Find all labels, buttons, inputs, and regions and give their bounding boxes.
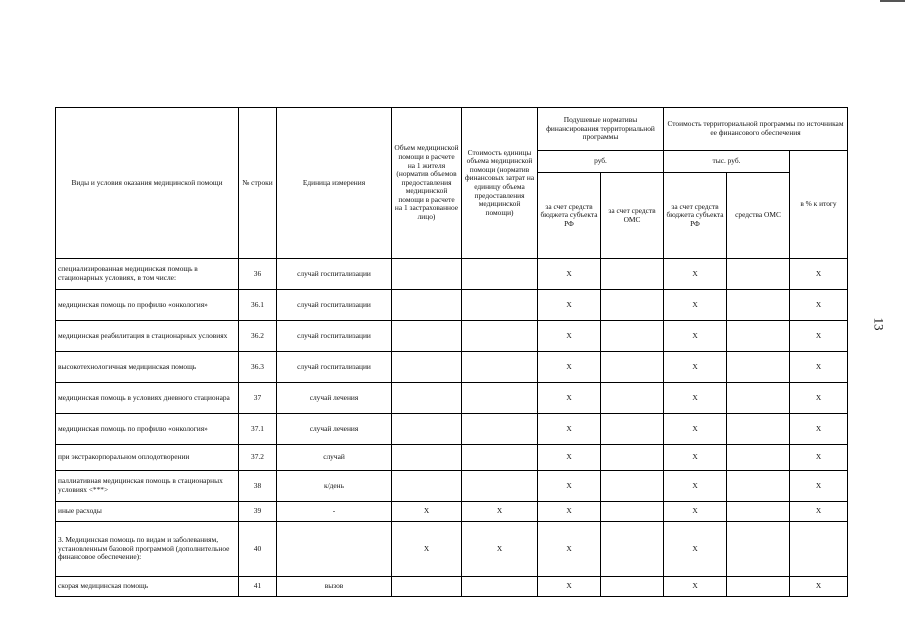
row-total-oms: [727, 290, 790, 321]
row-number: 36.3: [239, 352, 277, 383]
row-percent: [790, 522, 848, 577]
row-total-oms: [727, 445, 790, 471]
header-total-cost: Стоимость территориальной программы по источникам ее финансового обеспечения: [664, 108, 848, 151]
row-total-budget: X: [664, 352, 727, 383]
row-cost: [462, 577, 538, 597]
row-per-capita-budget: X: [538, 522, 601, 577]
row-cost: [462, 445, 538, 471]
row-total-budget: X: [664, 383, 727, 414]
header-row-no: № строки: [239, 108, 277, 259]
table-row: [56, 352, 848, 383]
row-unit: случай госпитализации: [277, 290, 392, 321]
row-percent: X: [790, 502, 848, 522]
row-per-capita-oms: [601, 352, 664, 383]
row-per-capita-oms: [601, 502, 664, 522]
row-unit: случай госпитализации: [277, 321, 392, 352]
row-total-oms: [727, 352, 790, 383]
row-total-budget: X: [664, 321, 727, 352]
table-row: [56, 502, 848, 522]
row-total-budget: X: [664, 522, 727, 577]
row-kind: медицинская реабилитация в стационарных условиях: [56, 321, 239, 352]
row-per-capita-oms: [601, 321, 664, 352]
row-cost: X: [462, 522, 538, 577]
row-percent: X: [790, 445, 848, 471]
row-number: 39: [239, 502, 277, 522]
row-total-oms: [727, 383, 790, 414]
row-total-budget: X: [664, 414, 727, 445]
row-volume: [392, 352, 462, 383]
row-total-budget: X: [664, 259, 727, 290]
row-total-budget: X: [664, 290, 727, 321]
row-per-capita-budget: X: [538, 352, 601, 383]
table-body: [56, 259, 848, 597]
row-kind: медицинская помощь по профилю «онкология»: [56, 414, 239, 445]
header-kinds: Виды и условия оказания медицинской помощи: [56, 108, 239, 259]
row-volume: [392, 577, 462, 597]
row-per-capita-budget: X: [538, 414, 601, 445]
table-row: [56, 522, 848, 577]
row-kind: паллиативная медицинская помощь в стационарных условиях <***>: [56, 471, 239, 502]
row-percent: X: [790, 352, 848, 383]
header-oms-total: средства ОМС: [727, 173, 790, 259]
table-row: [56, 577, 848, 597]
header-unit: Единица измерения: [277, 108, 392, 259]
row-number: 37: [239, 383, 277, 414]
corner-mark: [880, 0, 905, 2]
row-per-capita-budget: X: [538, 502, 601, 522]
row-number: 38: [239, 471, 277, 502]
row-unit: к/день: [277, 471, 392, 502]
header-thous-rub: тыс. руб.: [664, 151, 790, 173]
row-total-oms: [727, 522, 790, 577]
row-kind: высокотехнологичная медицинская помощь: [56, 352, 239, 383]
row-volume: [392, 414, 462, 445]
row-total-budget: X: [664, 445, 727, 471]
table-row: [56, 471, 848, 502]
row-volume: [392, 259, 462, 290]
row-kind: медицинская помощь по профилю «онкология»: [56, 290, 239, 321]
row-volume: [392, 383, 462, 414]
row-total-oms: [727, 414, 790, 445]
row-percent: X: [790, 290, 848, 321]
row-cost: [462, 471, 538, 502]
row-total-budget: X: [664, 471, 727, 502]
header-cost: Стоимость единицы объема медицинской помощи (норматив финансовых затрат на единицу объема предоставления медицинской помощи): [462, 108, 538, 259]
row-number: 41: [239, 577, 277, 597]
row-kind: медицинская помощь в условиях дневного стационара: [56, 383, 239, 414]
row-unit: случай лечения: [277, 383, 392, 414]
row-number: 37.1: [239, 414, 277, 445]
row-per-capita-budget: X: [538, 259, 601, 290]
row-cost: [462, 414, 538, 445]
row-per-capita-oms: [601, 414, 664, 445]
row-per-capita-oms: [601, 383, 664, 414]
header-per-capita: Подушевые нормативы финансирования территориальной программы: [538, 108, 664, 151]
row-unit: -: [277, 502, 392, 522]
row-percent: X: [790, 471, 848, 502]
header-volume: Объем медицинской помощи в расчете на 1 жителя (норматив объемов предоставления медицинской помощи в расчете на 1 застрахованное лицо): [392, 108, 462, 259]
header-budget-rf: за счет средств бюджета субъекта РФ: [538, 173, 601, 259]
row-cost: [462, 383, 538, 414]
row-per-capita-budget: X: [538, 321, 601, 352]
row-volume: [392, 290, 462, 321]
row-cost: [462, 259, 538, 290]
header-rub: руб.: [538, 151, 664, 173]
table-row: [56, 259, 848, 290]
financing-table: [55, 107, 848, 597]
header-budget-rf-total: за счет средств бюджета субъекта РФ: [664, 173, 727, 259]
row-cost: [462, 290, 538, 321]
row-unit: вызов: [277, 577, 392, 597]
row-per-capita-oms: [601, 471, 664, 502]
table-row: [56, 445, 848, 471]
row-total-budget: X: [664, 577, 727, 597]
row-per-capita-oms: [601, 522, 664, 577]
row-per-capita-oms: [601, 577, 664, 597]
row-volume: X: [392, 502, 462, 522]
table-row: [56, 414, 848, 445]
row-volume: X: [392, 522, 462, 577]
row-volume: [392, 445, 462, 471]
row-total-oms: [727, 502, 790, 522]
row-unit: случай госпитализации: [277, 259, 392, 290]
row-percent: X: [790, 577, 848, 597]
row-volume: [392, 471, 462, 502]
row-per-capita-oms: [601, 259, 664, 290]
row-kind: специализированная медицинская помощь в стационарных условиях, в том числе:: [56, 259, 239, 290]
row-per-capita-oms: [601, 290, 664, 321]
row-percent: X: [790, 259, 848, 290]
row-number: 36: [239, 259, 277, 290]
header-oms: за счет средств ОМС: [601, 173, 664, 259]
row-kind: иные расходы: [56, 502, 239, 522]
table-row: [56, 321, 848, 352]
row-percent: X: [790, 321, 848, 352]
row-unit: [277, 522, 392, 577]
row-cost: X: [462, 502, 538, 522]
header-percent: в % к итогу: [790, 151, 848, 259]
table-row: [56, 383, 848, 414]
row-unit: случай госпитализации: [277, 352, 392, 383]
row-per-capita-budget: X: [538, 471, 601, 502]
table-row: [56, 290, 848, 321]
row-unit: случай лечения: [277, 414, 392, 445]
row-number: 36.1: [239, 290, 277, 321]
row-per-capita-oms: [601, 445, 664, 471]
row-per-capita-budget: X: [538, 290, 601, 321]
row-unit: случай: [277, 445, 392, 471]
row-cost: [462, 352, 538, 383]
row-total-oms: [727, 259, 790, 290]
row-percent: X: [790, 414, 848, 445]
page-number: 13: [871, 317, 887, 331]
row-per-capita-budget: X: [538, 383, 601, 414]
row-number: 40: [239, 522, 277, 577]
row-kind: при экстракорпоральном оплодотворении: [56, 445, 239, 471]
row-kind: 3. Медицинская помощь по видам и заболеваниям, установленным базовой программой (дополнительное финансовое обеспечение):: [56, 522, 239, 577]
row-total-oms: [727, 321, 790, 352]
row-kind: скорая медицинская помощь: [56, 577, 239, 597]
row-total-oms: [727, 471, 790, 502]
row-total-budget: X: [664, 502, 727, 522]
row-per-capita-budget: X: [538, 577, 601, 597]
row-cost: [462, 321, 538, 352]
row-number: 36.2: [239, 321, 277, 352]
row-total-oms: [727, 577, 790, 597]
row-volume: [392, 321, 462, 352]
row-per-capita-budget: X: [538, 445, 601, 471]
row-percent: X: [790, 383, 848, 414]
row-number: 37.2: [239, 445, 277, 471]
